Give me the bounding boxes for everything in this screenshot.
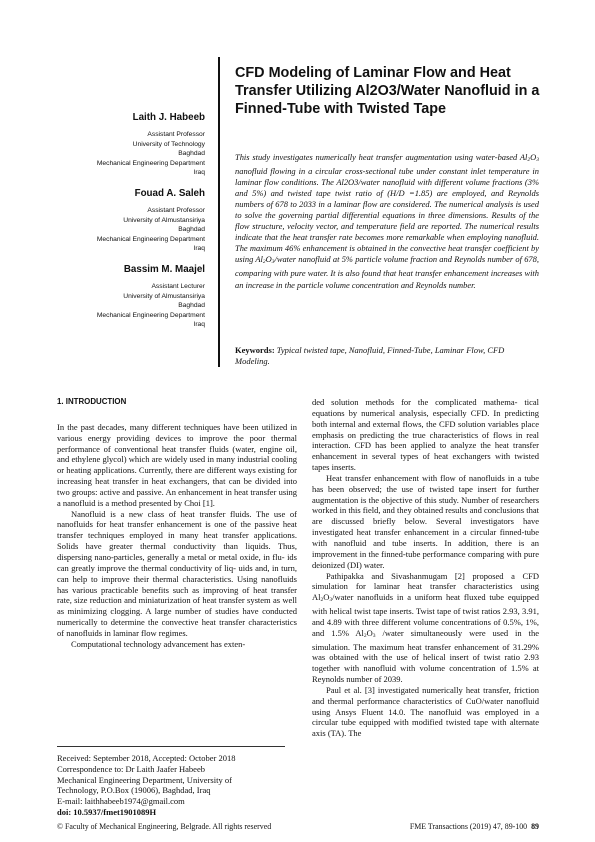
author-name: Laith J. Habeeb — [132, 112, 205, 123]
author-name: Fouad A. Saleh — [134, 187, 205, 199]
keywords-text: Typical twisted tape, Nanofluid, Finned-Tube, Laminar Flow, CFD Modeling. — [235, 345, 505, 366]
title-divider-rule — [218, 57, 220, 367]
author-affiliation-line: University of Almustansiriya — [123, 292, 205, 300]
author-affiliation-line: Mechanical Engineering Department — [96, 235, 205, 243]
journal-citation: FME Transactions (2019) 47, 89-100 — [409, 822, 528, 831]
author-affiliation-line: Assistant Professor — [147, 131, 205, 138]
left-column — [57, 397, 297, 650]
paragraph: In the past decades, many different techniques have been utilized in various energy providing devices to improve the poor thermal performance of conventional heat transfer fluids (water, engine oil, and ethylene glycol) which are widely used in many industrial cooling or heating applications. Currently, there are different ways existing for increasing heat transfer in heat exchangers, that can be divided into two groups: active and passive. An enhancement in heat transfer using a nanofluid is a method presented by Choi [1]. — [57, 421, 297, 508]
correspondence-dept: Mechanical Engineering Department, University of — [57, 774, 232, 785]
footnotes — [57, 753, 297, 818]
author-affiliation-line: Mechanical Engineering Department — [96, 159, 205, 167]
author-affiliation-line: Baghdad — [178, 226, 205, 234]
author-affiliation-line: Iraq — [193, 245, 205, 253]
author-affiliation-line: University of Technology — [132, 140, 205, 148]
author-affiliation-line: Assistant Lecturer — [151, 282, 205, 290]
correspondence-email: E-mail: laithhabeeb1974@gmail.com — [57, 796, 185, 807]
author-affiliation-line: Mechanical Engineering Department — [96, 311, 205, 319]
journal-footer — [410, 822, 539, 831]
doi: doi: 10.5937/fmet1901089H — [57, 806, 157, 817]
correspondence-address: Technology, P.O.Box (19006), Baghdad, Iraq — [57, 785, 211, 796]
keywords — [235, 345, 539, 367]
abstract: This study investigates numerically heat transfer augmentation using water-based $Al_2O_3$ nanofluid flowing in a circular cross-sectional tube under constant inlet temperature in laminar flow conditions. The Al2O3/water nanofluid with different volume fractions (3% and 5%) and twisted tape twist ratio of (H/D =1.85) are employed, and Reynolds numbers of 678 to 2033 in a laminar flow are considered. The numerical analysis is used to solve the governing partial differential equations in three dimensions. Results of the flow structure, velocity vector, and temperature field are reported. The numerical results indicate that the heat transfer rate becomes more remarkable when employing nanofluid. The maximum 46% enhancement is obtained in the convective heat transfer coefficient by using $Al_2O_3$/water nanofluid at 5% particle volume fraction and Reynolds number of 678, comparing with pure water. It is also found that heat transfer enhancement increases with an increase in the particle volume concentration and Reynolds number. — [235, 152, 539, 290]
author-3 — [60, 264, 205, 330]
paragraph: Paul et al. [3] investigated numerically heat transfer, friction and thermal performance characteristics of CuO/water nanofluid using Ansys Fluent 14.0. The nanofluid was employed in a circular tube equipped with modified twisted tape with alternate axis (TA). The — [312, 684, 539, 739]
author-block — [60, 112, 205, 340]
paper-title: CFD Modeling of Laminar Flow and Heat Transfer Utilizing Al2O3/Water Nanofluid in a Finned-Tube with Twisted Tape — [235, 65, 540, 117]
author-affiliation-line: University of Almustansiriya — [123, 216, 205, 224]
footnote-rule — [57, 746, 285, 747]
author-affiliation-line: Iraq — [193, 321, 205, 329]
author-1 — [60, 112, 205, 178]
right-column — [312, 397, 539, 739]
paragraph: Heat transfer enhancement with flow of nanofluids in a tube has been observed; the use of twisted tape insert for further augmentation is the objective of this study. Number of researchers worked in this field, and they obtained results and conclusions that are discussed briefly below. Several investigators have investigated heat transfer enhancement in a circular finned-tube with nanofluid and tube inserts. In addition, there is an improvement in the finned-tube performance comparing with pure deionized (DI) water. — [312, 472, 539, 570]
author-affiliation-line: Iraq — [193, 169, 205, 177]
author-affiliation-line: Baghdad — [178, 150, 205, 158]
paragraph: Nanofluid is a new class of heat transfer fluids. The use of nanofluids for heat transfer enhancement is one of the passive heat transfer techniques employed in many heat transfer applications. Solids have greater thermal conductivity than liquids. Thus, dispersing nano-particles, generally a metal or metal oxide, in flu- ids can greatly improve the thermal conductivity of liq- uids and, in turn, can help to improve their thermal characteristics. Using nanofluids has various practicable benefits such as improving of heat transfer rate, size reduction and miniaturization of heat transfer system as well as minimizing clogging. A large number of studies have conducted numerically to determine the convective heat transfer characteristics of nanofluids in laminar flow regimes. — [57, 508, 297, 638]
copyright-notice: © Faculty of Mechanical Engineering, Belgrade. All rights reserved — [57, 822, 272, 831]
paragraph: ded solution methods for the complicated mathema- tical equations by numerical analysis, especially CFD. In predicting both internal and external flows, the CFD solution variables place emphasis on predicting the true characteristics of flows in real interaction. CFD has been applied to analyze the heat transfer enhancement in several types of heat exchangers with twisted tapes inserts. — [312, 397, 539, 473]
author-name: Bassim M. Maajel — [123, 263, 205, 275]
page-number: 89 — [531, 822, 539, 831]
author-2 — [60, 188, 205, 254]
keywords-label: Keywords: — [235, 345, 275, 355]
paragraph: Pathipakka and Sivashanmugam [2] proposed a CFD simulation for laminar heat transfer characteristics using $Al_2O_3$/water nanofluids in a uniform heat fluxed tube equipped with helical twist tape inserts. Twist tape of twist ratios 2.93, 3.91, and 4.89 with three different volume concentrations of 0.5%, 1%, and 1.5% $Al_2O_3$ /water simultaneously were used in the simulation. The maximum heat transfer enhancement of 31.29% was obtained with the use of helical insert of twist ratio 2.93 together with nanofluid with volume concentration of 1.5% at Reynolds number of 2039. — [312, 570, 539, 685]
author-affiliation-line: Baghdad — [178, 302, 205, 310]
section-heading: 1. INTRODUCTION — [57, 397, 127, 406]
paragraph: Computational technology advancement has exten- — [71, 638, 246, 649]
correspondence: Correspondence to: Dr Laith Jaafer Habeeb — [57, 763, 205, 774]
received-date: Received: September 2018, Accepted: October 2018 — [57, 753, 236, 763]
author-affiliation-line: Assistant Professor — [147, 206, 205, 214]
